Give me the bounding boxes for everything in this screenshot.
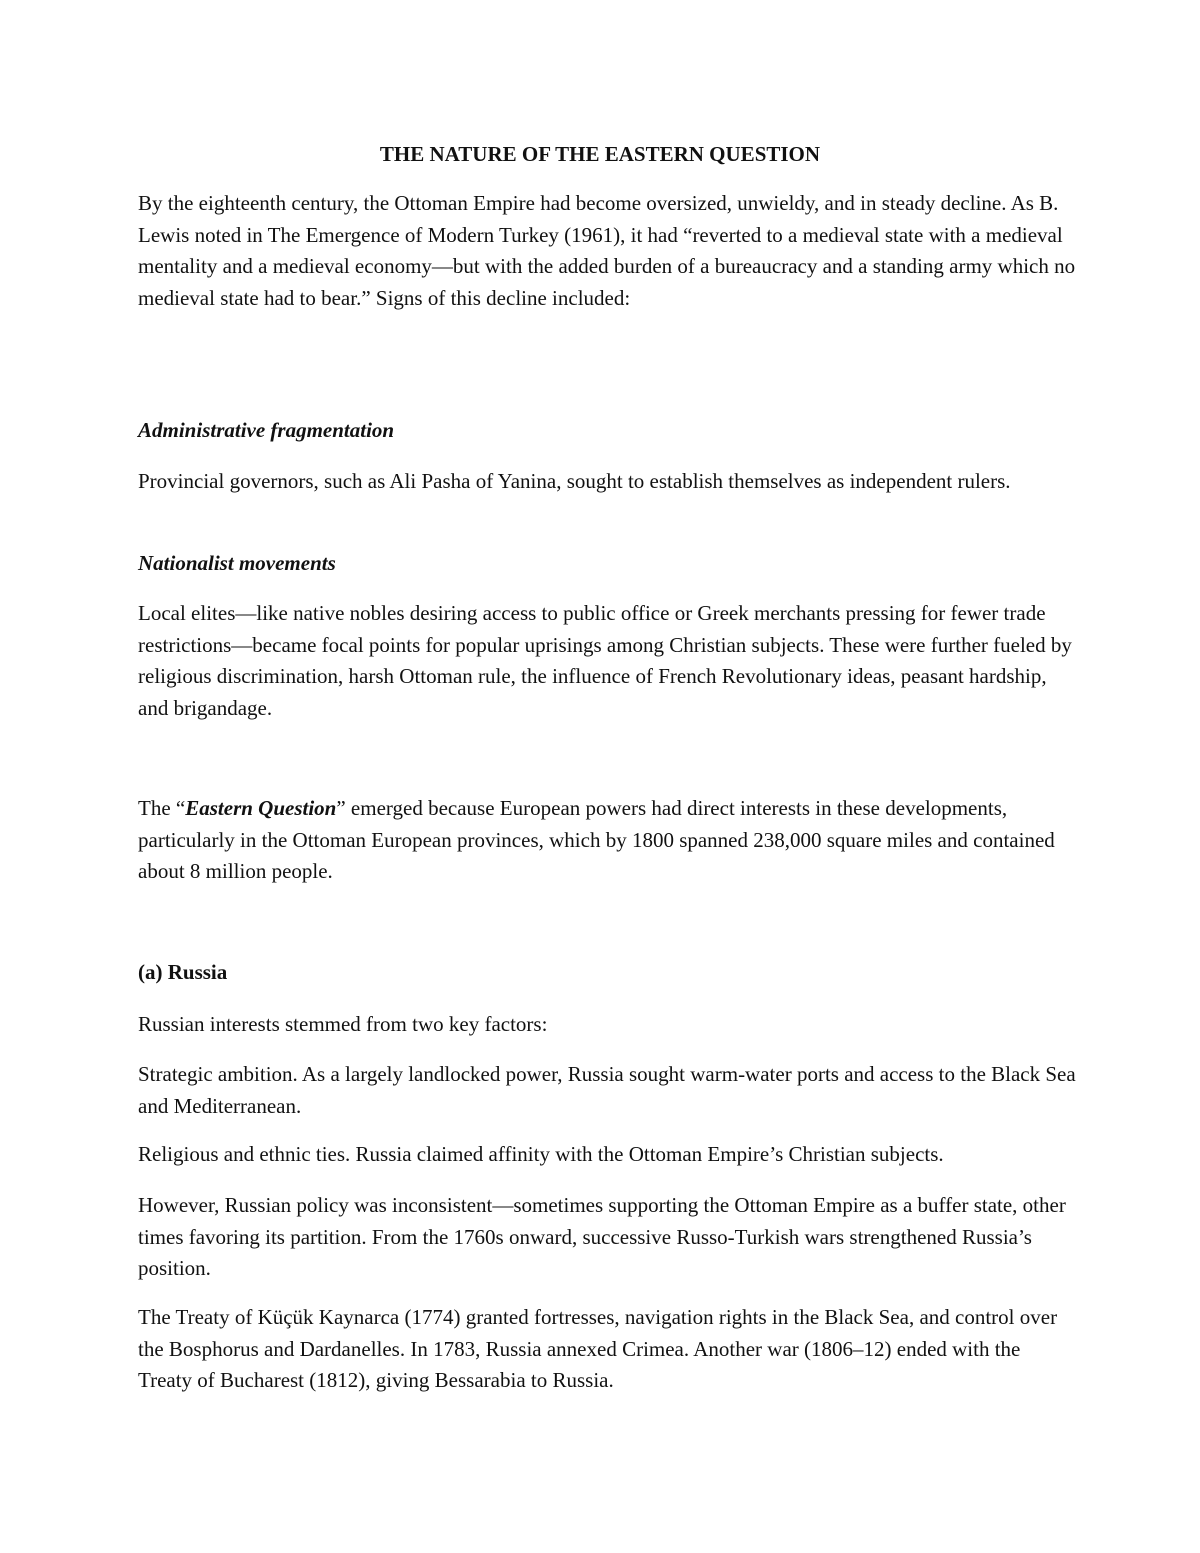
- russia-paragraph-3: Religious and ethnic ties. Russia claimed affinity with the Ottoman Empire’s Christian subjects.: [138, 1142, 944, 1166]
- heading-administrative-fragmentation: Administrative fragmentation: [138, 418, 395, 442]
- intro-paragraph: By the eighteenth century, the Ottoman Empire had become oversized, unwieldy, and in steady decline. As B. Lewis noted in The Emergence of Modern Turkey (1961), it had “reverted to a medieval state with a medieval mentality and a medieval economy—but with the added burden of a bureaucracy and a standing army which no medieval state had to bear.” Signs of this decline included:: [138, 191, 1076, 310]
- administrative-fragmentation-paragraph: Provincial governors, such as Ali Pasha of Yanina, sought to establish themselves as independent rulers.: [138, 469, 1011, 493]
- nationalist-movements-paragraph: Local elites—like native nobles desiring access to public office or Greek merchants pressing for fewer trade restrictions—became focal points for popular uprisings among Christian subjects. These were further fueled by religious discrimination, harsh Ottoman rule, the influence of French Revolutionary ideas, peasant hardship, and brigandage.: [138, 601, 1072, 720]
- russia-paragraph-4: However, Russian policy was inconsistent—sometimes supporting the Ottoman Empire as a buffer state, other times favoring its partition. From the 1760s onward, successive Russo-Turkish wars strengthened Russia’s position.: [138, 1193, 1066, 1280]
- eastern-question-term: Eastern Question: [185, 796, 337, 820]
- russia-paragraph-2: Strategic ambition. As a largely landlocked power, Russia sought warm-water ports and access to the Black Sea and Mediterranean.: [138, 1062, 1076, 1118]
- document-title: THE NATURE OF THE EASTERN QUESTION: [379, 142, 821, 166]
- russia-paragraph-1: Russian interests stemmed from two key factors:: [138, 1012, 548, 1036]
- heading-nationalist-movements: Nationalist movements: [138, 551, 336, 575]
- heading-russia: (a) Russia: [138, 960, 228, 984]
- russia-paragraph-5: The Treaty of Küçük Kaynarca (1774) granted fortresses, navigation rights in the Black Sea, and control over the Bosphorus and Dardanelles. In 1783, Russia annexed Crimea. Another war (1806–12) ended with the Treaty of Bucharest (1812), giving Bessarabia to Russia.: [138, 1305, 1058, 1392]
- eastern-question-suffix: ” emerged because European powers had direct interests in these developments, particularly in the Ottoman European provinces, which by 1800 spanned 238,000 square miles and contained about 8 million people.: [138, 796, 1055, 883]
- eastern-question-prefix: The “: [138, 796, 186, 820]
- eastern-question-paragraph: [138, 793, 1078, 888]
